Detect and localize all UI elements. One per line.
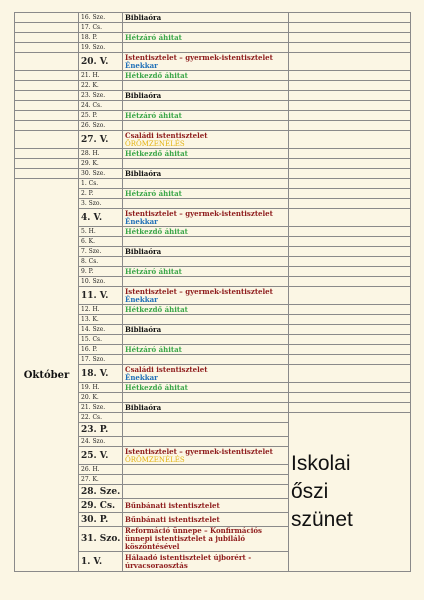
event-text: Bibliaóra [125, 324, 162, 334]
event-cell [123, 159, 289, 169]
day-label: 31. Szo. [79, 527, 123, 552]
event-cell [123, 552, 289, 572]
day-label: 27. K. [79, 475, 123, 485]
note-cell-empty [289, 189, 411, 199]
event-text: Bűnbánati istentisztelet [125, 514, 220, 524]
day-label: 28. H. [79, 149, 123, 159]
event-cell [123, 149, 289, 159]
month-cell-empty [15, 101, 79, 111]
note-cell-empty [289, 365, 411, 383]
day-label: 24. Cs. [79, 101, 123, 111]
day-label: 18. P. [79, 33, 123, 43]
event-cell [123, 33, 289, 43]
event-text: Bibliaóra [125, 168, 162, 178]
table-row [15, 43, 411, 53]
note-cell-empty [289, 13, 411, 23]
event-cell [123, 287, 289, 305]
event-cell [123, 131, 289, 149]
school-break-note-line: Iskolai [291, 452, 351, 475]
event-text: Istentisztelet – gyermek-istentisztelet [125, 286, 273, 296]
day-label: 23. Sze. [79, 91, 123, 101]
event-cell [123, 499, 289, 513]
event-cell [123, 465, 289, 475]
event-text: Istentisztelet – gyermek-istentisztelet [125, 52, 273, 62]
day-label: 17. Cs. [79, 23, 123, 33]
event-text: Énekkar [125, 372, 158, 382]
event-cell [123, 209, 289, 227]
table-row [15, 71, 411, 81]
day-label: 14. Sze. [79, 325, 123, 335]
note-cell-empty [289, 169, 411, 179]
day-label: 19. H. [79, 383, 123, 393]
month-cell-empty [15, 23, 79, 33]
table-row [15, 159, 411, 169]
event-cell [123, 13, 289, 23]
month-cell-empty [15, 131, 79, 149]
event-cell [123, 423, 289, 437]
day-label: 11. V. [79, 287, 123, 305]
day-label: 15. Cs. [79, 335, 123, 345]
event-cell [123, 267, 289, 277]
day-label: 26. Szo. [79, 121, 123, 131]
table-row [15, 101, 411, 111]
day-label: 9. P. [79, 267, 123, 277]
event-cell [123, 277, 289, 287]
event-text: Bibliaóra [125, 90, 162, 100]
note-cell-empty [289, 287, 411, 305]
event-cell [123, 101, 289, 111]
event-cell [123, 315, 289, 325]
event-cell [123, 227, 289, 237]
day-label: 20. V. [79, 53, 123, 71]
event-cell [123, 23, 289, 33]
event-cell [123, 513, 289, 527]
event-text: Hétkezdő áhitat [125, 70, 188, 80]
event-cell [123, 413, 289, 423]
day-label: 5. H. [79, 227, 123, 237]
day-label: 4. V. [79, 209, 123, 227]
table-row [15, 13, 411, 23]
event-cell [123, 393, 289, 403]
event-text: Bibliaóra [125, 246, 162, 256]
event-cell [123, 247, 289, 257]
day-label: 8. Cs. [79, 257, 123, 267]
note-cell-empty [289, 403, 411, 413]
day-label: 12. H. [79, 305, 123, 315]
day-label: 20. K. [79, 393, 123, 403]
day-label: 26. H. [79, 465, 123, 475]
event-cell [123, 199, 289, 209]
note-cell-empty [289, 383, 411, 393]
note-cell-empty [289, 23, 411, 33]
table-row [15, 131, 411, 149]
event-text: Hétkezdő áhitat [125, 148, 188, 158]
note-cell-empty [289, 91, 411, 101]
note-cell-empty [289, 355, 411, 365]
day-label: 22. K. [79, 81, 123, 91]
note-cell-empty [289, 199, 411, 209]
event-cell [123, 257, 289, 267]
event-cell [123, 447, 289, 465]
event-cell [123, 81, 289, 91]
day-label: 29. K. [79, 159, 123, 169]
event-text: Hétzáró áhitat [125, 110, 182, 120]
note-cell-empty [289, 237, 411, 247]
day-label: 3. Szo. [79, 199, 123, 209]
event-cell [123, 325, 289, 335]
event-cell [123, 365, 289, 383]
note-cell-empty [289, 179, 411, 189]
month-cell-empty [15, 81, 79, 91]
note-cell-empty [289, 81, 411, 91]
note-cell-empty [289, 33, 411, 43]
note-cell-empty [289, 209, 411, 227]
event-cell [123, 121, 289, 131]
event-text: Hétzáró áhitat [125, 188, 182, 198]
event-cell [123, 71, 289, 81]
event-text: Bűnbánati istentisztelet [125, 500, 220, 510]
month-cell-empty [15, 53, 79, 71]
event-text: Családi istentisztelet [125, 364, 208, 374]
note-cell-empty [289, 267, 411, 277]
event-text: Hétkezdő áhitat [125, 226, 188, 236]
event-cell [123, 383, 289, 393]
day-label: 10. Szo. [79, 277, 123, 287]
event-cell [123, 43, 289, 53]
day-label: 28. Sze. [79, 485, 123, 499]
day-label: 1. Cs. [79, 179, 123, 189]
event-cell [123, 305, 289, 315]
note-cell-empty [289, 305, 411, 315]
note-cell-empty [289, 53, 411, 71]
note-cell-empty [289, 325, 411, 335]
event-cell [123, 189, 289, 199]
month-cell-empty [15, 159, 79, 169]
note-cell-empty [289, 131, 411, 149]
event-cell [123, 437, 289, 447]
month-label-october: Október [15, 179, 79, 572]
table-row [15, 149, 411, 159]
event-cell [123, 169, 289, 179]
event-cell [123, 91, 289, 101]
day-label: 21. Sze. [79, 403, 123, 413]
note-cell-empty [289, 227, 411, 237]
table-row [15, 121, 411, 131]
month-cell-empty [15, 111, 79, 121]
day-label: 17. Szo. [79, 355, 123, 365]
event-cell [123, 345, 289, 355]
event-cell [123, 53, 289, 71]
month-cell-empty [15, 13, 79, 23]
event-text: Hétzáró áhitat [125, 32, 182, 42]
note-cell-empty [289, 277, 411, 287]
note-cell-empty [289, 335, 411, 345]
event-text: Hétkezdő áhitat [125, 304, 188, 314]
day-label: 16. P. [79, 345, 123, 355]
day-label: 1. V. [79, 552, 123, 572]
event-cell [123, 475, 289, 485]
month-cell-empty [15, 33, 79, 43]
table-row [15, 81, 411, 91]
event-text: ÖRÖMZENÉLÉS [125, 139, 185, 148]
note-cell-empty [289, 111, 411, 121]
event-cell [123, 355, 289, 365]
day-label: 13. K. [79, 315, 123, 325]
event-cell [123, 527, 289, 552]
day-label: 19. Szo. [79, 43, 123, 53]
event-cell [123, 111, 289, 121]
event-text: Hálaadó istentisztelet újborért - úrvacsoraosztás [125, 552, 252, 570]
event-text: Hétzáró áhitat [125, 344, 182, 354]
day-label: 25. P. [79, 111, 123, 121]
day-label: 6. K. [79, 237, 123, 247]
event-text: Reformáció ünnepe – Konfirmációs ünnepi istentisztelet a jubiláló köszöntésével [125, 526, 262, 551]
event-text: Bibliaóra [125, 12, 162, 22]
event-text: Énekkar [125, 60, 158, 70]
table-row [15, 53, 411, 71]
school-break-note-line: őszi [291, 480, 329, 503]
event-text: Énekkar [125, 294, 158, 304]
month-cell-empty [15, 43, 79, 53]
table-row [15, 33, 411, 43]
event-cell [123, 403, 289, 413]
event-text: Hétkezdő áhitat [125, 382, 188, 392]
note-cell-empty [289, 159, 411, 169]
table-row [15, 91, 411, 101]
event-cell [123, 335, 289, 345]
note-cell-empty [289, 121, 411, 131]
note-cell-empty [289, 345, 411, 355]
event-cell [123, 237, 289, 247]
day-label: 27. V. [79, 131, 123, 149]
school-break-note-line: szünet [291, 508, 353, 531]
day-label: 22. Cs. [79, 413, 123, 423]
note-cell-empty [289, 71, 411, 81]
day-label: 25. V. [79, 447, 123, 465]
note-cell-empty [289, 101, 411, 111]
school-break-note [289, 413, 411, 572]
month-cell-empty [15, 121, 79, 131]
note-cell-empty [289, 149, 411, 159]
note-cell-empty [289, 247, 411, 257]
month-cell-empty [15, 169, 79, 179]
note-cell-empty [289, 43, 411, 53]
event-text: Énekkar [125, 216, 158, 226]
event-text: Hétzáró áhitat [125, 266, 182, 276]
day-label: 23. P. [79, 423, 123, 437]
day-label: 30. Sze. [79, 169, 123, 179]
day-label: 16. Sze. [79, 13, 123, 23]
event-cell [123, 485, 289, 499]
table-row [15, 111, 411, 121]
schedule-table [14, 12, 411, 572]
note-cell-empty [289, 315, 411, 325]
note-cell-empty [289, 257, 411, 267]
month-cell-empty [15, 71, 79, 81]
day-label: 29. Cs. [79, 499, 123, 513]
month-cell-empty [15, 149, 79, 159]
event-text: Istentisztelet – gyermek-istentisztelet [125, 208, 273, 218]
day-label: 18. V. [79, 365, 123, 383]
event-text: Bibliaóra [125, 402, 162, 412]
note-cell-empty [289, 393, 411, 403]
table-row [15, 23, 411, 33]
schedule-body [15, 13, 411, 572]
day-label: 21. H. [79, 71, 123, 81]
table-row [15, 169, 411, 179]
month-cell-empty [15, 91, 79, 101]
day-label: 2. P. [79, 189, 123, 199]
day-label: 30. P. [79, 513, 123, 527]
event-text: ÖRÖMZENÉLÉS [125, 455, 185, 464]
table-row [15, 179, 411, 189]
event-text: Családi istentisztelet [125, 130, 208, 140]
day-label: 7. Sze. [79, 247, 123, 257]
event-cell [123, 179, 289, 189]
event-text: Istentisztelet – gyermek-istentisztelet [125, 446, 273, 456]
day-label: 24. Szo. [79, 437, 123, 447]
